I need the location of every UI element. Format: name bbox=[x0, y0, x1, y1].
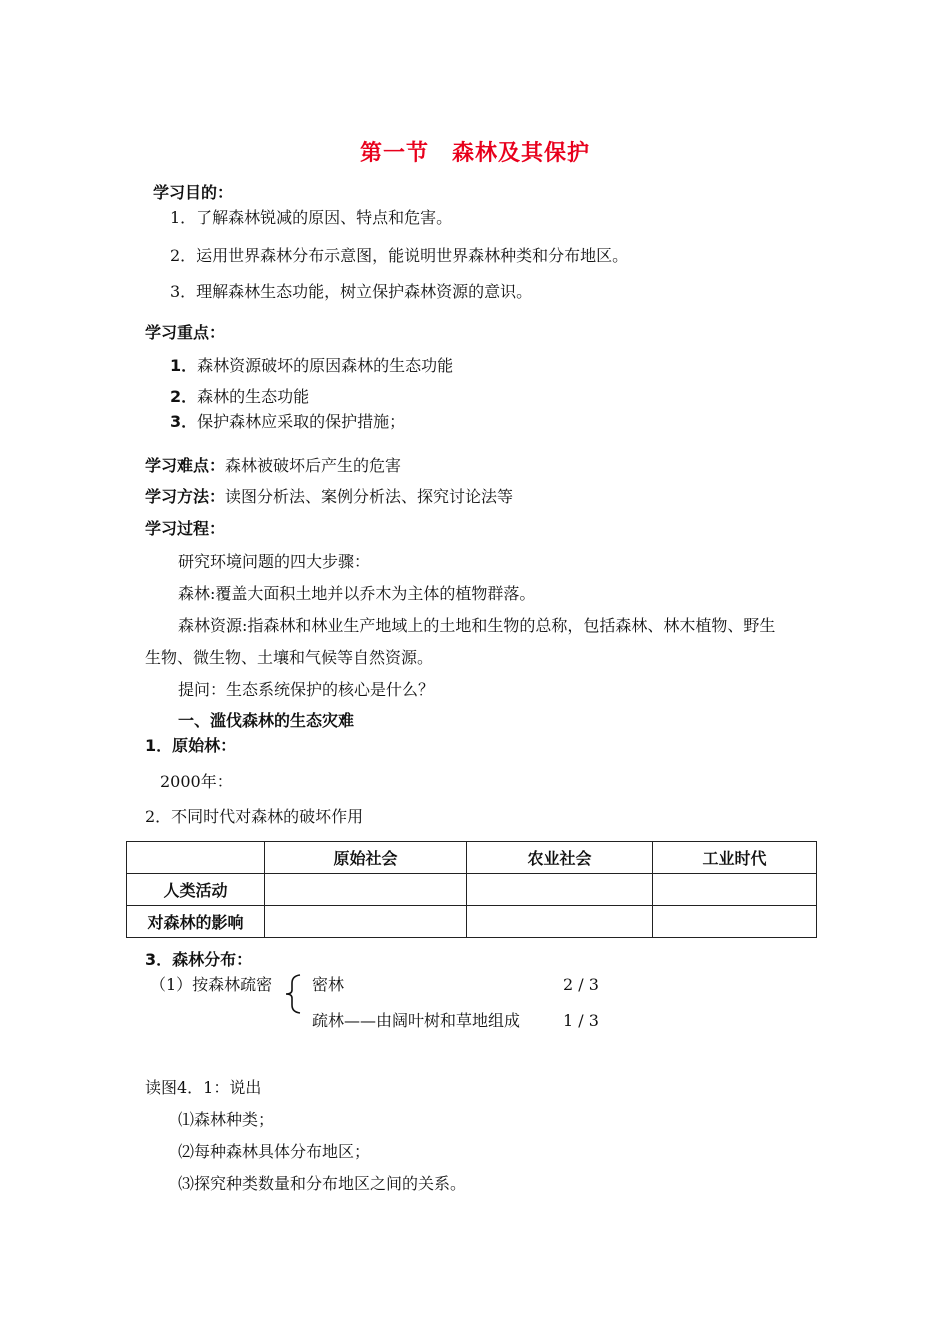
process-heading: 学习过程： bbox=[145, 519, 226, 538]
objectives-heading: 学习目的： bbox=[153, 183, 234, 202]
section-item: 2．不同时代对森林的破坏作用 bbox=[145, 807, 364, 826]
dense-forest-label: 密林 bbox=[312, 975, 345, 994]
table-header-cell bbox=[127, 842, 265, 874]
method-line bbox=[145, 487, 513, 507]
table-cell bbox=[265, 874, 467, 906]
table-header-cell: 农业社会 bbox=[467, 842, 653, 874]
table-cell bbox=[265, 906, 467, 938]
left-brace-icon bbox=[282, 973, 304, 1015]
keypoint-text: 森林的生态功能 bbox=[197, 387, 310, 406]
keypoint-item bbox=[170, 387, 309, 407]
process-paragraph: 森林资源:指森林和林业生产地域上的土地和生物的总称，包括森林、林木植物、野生 bbox=[178, 616, 776, 635]
difficulty-label: 学习难点： bbox=[145, 456, 226, 475]
table-header-row bbox=[127, 842, 817, 874]
table-header-cell: 原始社会 bbox=[265, 842, 467, 874]
section-heading: 一、滥伐森林的生态灾难 bbox=[178, 711, 355, 730]
distribution-heading: 3．森林分布： bbox=[145, 950, 253, 969]
keypoint-text: 保护森林应采取的保护措施； bbox=[197, 412, 406, 431]
keypoints-heading: 学习重点： bbox=[145, 323, 226, 342]
dense-forest-ratio: 2 / 3 bbox=[563, 975, 599, 994]
table-header-cell: 工业时代 bbox=[653, 842, 817, 874]
figure-item: ⑵每种森林具体分布地区； bbox=[178, 1142, 371, 1161]
figure-item: ⑶探究种类数量和分布地区之间的关系。 bbox=[178, 1174, 467, 1193]
section-item: 1．原始林： bbox=[145, 736, 237, 755]
table-row bbox=[127, 906, 817, 938]
method-label: 学习方法： bbox=[145, 487, 226, 506]
figure-intro: 读图4．1：说出 bbox=[145, 1078, 262, 1097]
page-title: 第一节 森林及其保护 bbox=[359, 141, 590, 166]
sparse-forest-label: 疏林——由阔叶树和草地组成 bbox=[312, 1011, 521, 1030]
table-cell bbox=[467, 874, 653, 906]
row-label: 人类活动 bbox=[127, 874, 265, 906]
keypoint-num: 2． bbox=[170, 387, 198, 406]
process-paragraph: 生物、微生物、土壤和气候等自然资源。 bbox=[145, 648, 434, 667]
keypoint-text: 森林资源破坏的原因森林的生态功能 bbox=[197, 356, 454, 375]
difficulty-line bbox=[145, 456, 401, 476]
process-paragraph: 森林:覆盖大面积土地并以乔木为主体的植物群落。 bbox=[178, 584, 536, 603]
objective-item: 1．了解森林锐减的原因、特点和危害。 bbox=[170, 208, 453, 227]
objective-item: 3．理解森林生态功能，树立保护森林资源的意识。 bbox=[170, 282, 533, 301]
process-question: 提问：生态系统保护的核心是什么？ bbox=[178, 680, 435, 699]
table-cell bbox=[653, 906, 817, 938]
objective-item: 2．运用世界森林分布示意图，能说明世界森林种类和分布地区。 bbox=[170, 246, 629, 265]
method-text: 读图分析法、案例分析法、探究讨论法等 bbox=[225, 487, 514, 506]
distribution-label: （1）按森林疏密 bbox=[150, 975, 273, 994]
table-cell bbox=[653, 874, 817, 906]
year-line: 2000年： bbox=[160, 772, 233, 791]
difficulty-text: 森林被破坏后产生的危害 bbox=[225, 456, 402, 475]
row-label: 对森林的影响 bbox=[127, 906, 265, 938]
keypoint-item bbox=[170, 356, 453, 376]
comparison-table bbox=[126, 841, 817, 938]
figure-item: ⑴森林种类； bbox=[178, 1110, 275, 1129]
keypoint-item bbox=[170, 412, 405, 432]
keypoint-num: 1． bbox=[170, 356, 198, 375]
sparse-forest-ratio: 1 / 3 bbox=[563, 1011, 599, 1030]
table-cell bbox=[467, 906, 653, 938]
keypoint-num: 3． bbox=[170, 412, 198, 431]
table-row bbox=[127, 874, 817, 906]
process-paragraph: 研究环境问题的四大步骤： bbox=[178, 552, 371, 571]
